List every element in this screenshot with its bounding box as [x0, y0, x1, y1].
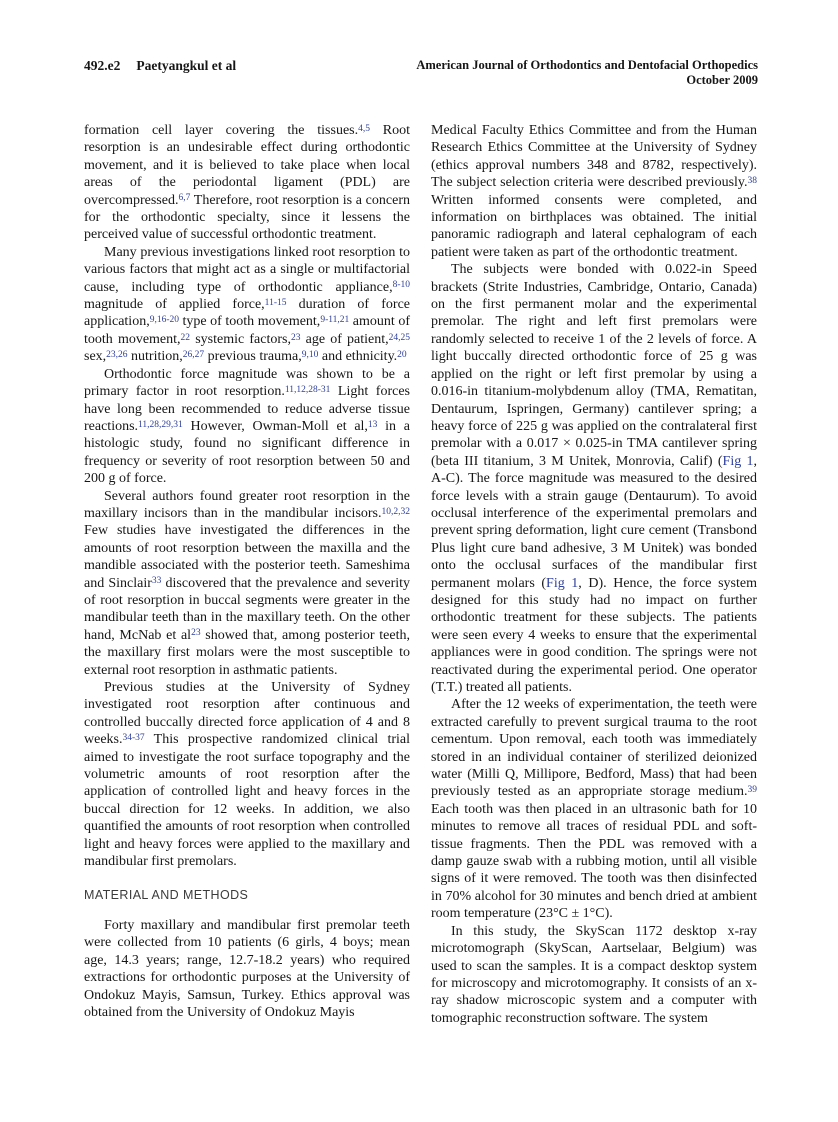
paragraph: After the 12 weeks of experimentation, the teeth were extracted carefully to prevent surgical trauma to the root cementum. Upon removal, each tooth was immediately stored in an individual container of sterilized deionized water (Milli Q, Millipore, Bedford, Mass) that had been previously tested as an appropriate storage medium.$^{39}$ Each tooth was then placed in an ultrasonic bath for 10 minutes to remove all traces of residual PDL and soft-tissue fragments. Then the PDL was removed with a damp gauze swab with a rubbing motion, until all visible signs of it were removed. The tooth was then disinfected in 70% alcohol for 30 minutes and bench dried at ambient room temperature (23°C ± 1°C).: [431, 697, 757, 922]
reference-link[interactable]: 23: [290, 332, 301, 343]
reference-link[interactable]: 26,27: [182, 349, 205, 360]
right-column: [431, 122, 757, 1027]
running-head-right: [416, 58, 758, 88]
reference-link[interactable]: 10,2,32: [381, 506, 410, 517]
left-column: [84, 122, 410, 1027]
page-header: [84, 58, 758, 88]
paragraph: The subjects were bonded with 0.022-in Speed brackets (Strite Industries, Cambridge, Ontario, Canada) on the first permanent molar and the experimental premolar. The right and left first premolars were randomly selected to receive 1 of the 2 levels of force. A light buccally directed orthodontic force of 25 g was applied on the right or left first premolar by using a 0.016-in titanium-molybdenum alloy (TMA, Rematitan, Dentaurum, Ispringen, Germany) cantilever spring; a heavy force of 225 g was applied on the contralateral first premolar with a 0.017 × 0.025-in TMA cantilever spring (beta III titanium, 3 M Unitek, Monrovia, Calif) (Fig 1, A-C). The force magnitude was measured to the desired force levels with a strain gauge (Dentaurum). To avoid occlusal interference of the experimental premolars and prevent spring deformation, light cure cement (Transbond Plus light cure band adhesive, 3 M Unitek) was bonded onto the occlusal surfaces of the mandibular first permanent molars (Fig 1, D). Hence, the force system designed for this study had no impact on further orthodontic treatment for these subjects. The patients were seen every 4 weeks to ensure that the experimental appliances were in good condition. The springs were not reactivated during the experimental period. One operator (T.T.) treated all patients.: [431, 262, 757, 695]
running-authors: Paetyangkul et al: [136, 58, 237, 73]
reference-link[interactable]: 23: [191, 628, 201, 639]
running-head-left: [84, 58, 236, 74]
section-heading: MATERIAL AND METHODS: [84, 888, 249, 903]
figure-link[interactable]: Fig 1: [722, 453, 754, 469]
reference-link[interactable]: 38: [747, 175, 757, 186]
paragraph: Previous studies at the University of Sydney investigated root resorption after continuous and controlled buccally directed force application of 4 and 8 weeks.$^{34-37}$ This prospective randomized clinical trial aimed to investigate the root surface topography and the volumetric amounts of root resorption after the application of controlled light and heavy forces in the buccal direction for 12 weeks. In addition, we also quantified the amounts of root resorption when controlled light and heavy forces were applied to the maxillary and mandibular first premolars.: [84, 680, 410, 870]
reference-link[interactable]: 13: [367, 419, 378, 430]
reference-link[interactable]: 9,16-20: [149, 315, 179, 326]
paragraph: Many previous investigations linked root resorption to various factors that might act as a single or multifactorial cause, including type of orthodontic appliance,$^{8-10}$ magnitude of applied force,$^{11-15}$ duration of force application,$^{9,16-20}$ type of tooth movement,$^{9-11,21}$ amount of tooth movement,$^{22}$ systemic factors,$^{23}$ age of patient,$^{24,25}$ sex,$^{23,26}$ nutrition,$^{26,27}$ previous trauma,$^{9,10}$ and ethnicity.$^{20}$: [84, 244, 410, 365]
paragraph: Orthodontic force magnitude was shown to be a primary factor in root resorption.$^{11,12,28-31}$ Light forces have long been recommended to reduce adverse tissue reactions.$^{11,28,29,31}$ However, Owman-Moll et al,$^{13}$ in a histologic study, found no significant difference in frequency or severity of root resorption between 50 and 200 g of force.: [84, 366, 410, 487]
reference-link[interactable]: 11-15: [264, 297, 287, 308]
reference-link[interactable]: 20: [397, 349, 407, 360]
reference-link[interactable]: 8-10: [392, 280, 410, 291]
reference-link[interactable]: 9,10: [301, 349, 319, 360]
journal-title: American Journal of Orthodontics and Dentofacial Orthopedics: [416, 58, 758, 72]
paragraph: Several authors found greater root resorption in the maxillary incisors than in the mandibular incisors.$^{10,2,32}$ Few studies have investigated the differences in the amounts of root resorption between the maxilla and the mandible associated with the posterior teeth. Sameshima and Sinclair$^{33}$ discovered that the prevalence and severity of root resorption in buccal segments were greater in the mandibular teeth than in the maxillary teeth. On the other hand, McNab et al$^{23}$ showed that, among posterior teeth, the maxillary first molars were the most susceptible to external root resorption in asthmatic patients.: [84, 488, 411, 678]
article-body: [84, 122, 758, 1027]
paragraph: In this study, the SkyScan 1172 desktop x-ray microtomograph (SkyScan, Aartselaar, Belgium) was used to scan the samples. It is a compact desktop system for microscopy and microtomography. It consists of an x-ray shadow microscopic system and a computer with tomographic reconstruction software. The system: [431, 923, 757, 1026]
page-number: 492.e2: [84, 58, 121, 73]
reference-link[interactable]: 11,12,28-31: [284, 384, 331, 395]
issue-date: October 2009: [686, 73, 758, 87]
paragraph: formation cell layer covering the tissues.$^{4,5}$ Root resorption is an undesirable effect during orthodontic movement, and it is believed to take place when local areas of the periodontal ligament (PDL) are overcompressed.$^{6,7}$ Therefore, root resorption is a concern for the orthodontic specialty, since it lessens the perceived value of successful orthodontic treatment.: [84, 123, 410, 243]
reference-link[interactable]: 33: [151, 576, 162, 587]
reference-link[interactable]: 23,26: [106, 349, 128, 360]
reference-link[interactable]: 6,7: [178, 193, 191, 204]
figure-link[interactable]: Fig 1: [546, 575, 579, 591]
reference-link[interactable]: 34-37: [122, 732, 145, 743]
reference-link[interactable]: 22: [180, 332, 191, 343]
paragraph: Medical Faculty Ethics Committee and from the Human Research Ethics Committee at the University of Sydney (ethics approval numbers 348 and 8782, respectively). The subject selection criteria were described previously.$^{38}$ Written informed consents were completed, and information on birthplaces was obtained. The initial panoramic radiograph and lateral cephalogram of each patient were taken as part of the orthodontic treatment.: [431, 123, 757, 260]
reference-link[interactable]: 9-11,21: [320, 315, 350, 326]
reference-link[interactable]: 39: [747, 785, 757, 796]
reference-link[interactable]: 11,28,29,31: [138, 419, 183, 430]
paragraph: Forty maxillary and mandibular first premolar teeth were collected from 10 patients (6 girls, 4 boys; mean age, 14.3 years; range, 12.7-18.2 years) who required extractions for orthodontic purposes at the University of Ondokuz Mayis, Samsun, Turkey. Ethics approval was obtained from the University of Ondokuz Mayis: [84, 917, 410, 1020]
reference-link[interactable]: 4,5: [358, 123, 370, 134]
reference-link[interactable]: 24,25: [388, 332, 410, 343]
